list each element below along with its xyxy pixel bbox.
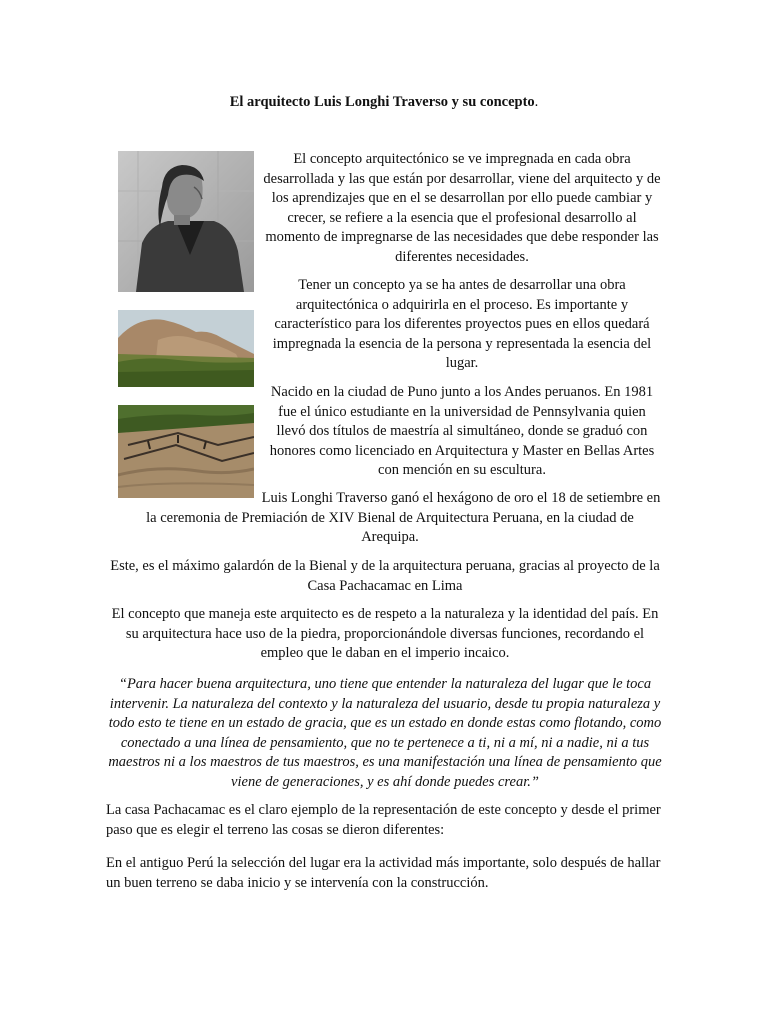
title-period: . [534, 94, 539, 110]
title-text: El arquitecto Luis Longhi Traverso y su concepto [229, 94, 535, 110]
document-title [0, 92, 768, 112]
paragraph-tener-concepto: Tener un concepto ya se ha antes de desarrollar una obra arquitectónica o adquirirla en el proceso. Es importante y característico para los diferentes proyectos pues en ellos quedará impregnada la esencia de la persona y representada la esencia del lugar. [272, 277, 652, 371]
paragraph-award: Luis Longhi Traverso ganó el hexágono de oro el 18 de setiembre en la ceremonia de Premiación de XIV Bienal de Arquitectura Peruana, en la ciudad de Arequipa. [146, 490, 661, 545]
quote-paragraph: “Para hacer buena arquitectura, uno tiene que entender la naturaleza del lugar que le toca intervenir. La naturaleza del contexto y la naturaleza del usuario, desde tu propia naturaleza y todo esto te tiene en un estado de gracia, que es un estado en donde estas como flotando, como conectado a una línea de pensamiento, que no te pertenece a ti, ni a mí, ni a nadie, ni a tus maestros ni a los maestros de tus maestros, es una manifestación una línea de pensamiento que viene de generaciones, y es ahí donde puedes crear.” [108, 676, 662, 790]
paragraph-concept: El concepto arquitectónico se ve impregnada en cada obra desarrollada y las que están por desarrollar, viene del arquitecto y de los aprendizajes que en el se desarrollan por ello puede cambiar y crecer, se refiere a la esencia que el profesional desarrollo al momento de impregnarse de las necesidades que debe responder las diferentes necesidades. [263, 151, 661, 265]
paragraph-respeto-naturaleza: El concepto que maneja este arquitecto es de respeto a la naturaleza y la identidad del país. En su arquitectura hace uso de la piedra, proporcionándole diversas funciones, recordando el empleo que le daban en el imperio incaico. [111, 606, 659, 661]
paragraph-galardon: Este, es el máximo galardón de la Bienal y de la arquitectura peruana, gracias al proyecto de la Casa Pachacamac en Lima [110, 558, 660, 594]
architect-portrait-image [118, 151, 254, 292]
hillside-landscape-image [118, 310, 254, 387]
paragraph-casa-pachacamac: La casa Pachacamac es el claro ejemplo de la representación de este concepto y desde el primer paso que es elegir el terreno las cosas se dieron diferentes: [106, 802, 661, 838]
paragraph-biography: Nacido en la ciudad de Puno junto a los Andes peruanos. En 1981 fue el único estudiante en la universidad de Pennsylvania quien llevó dos títulos de maestría al simultáneo, donde se graduó con honores como licenciado en Arquitectura y Master en Bellas Artes con mención en su escultura. [269, 384, 655, 478]
casa-pachacamac-image [118, 405, 254, 498]
paragraph-antiguo-peru: En el antiguo Perú la selección del lugar era la actividad más importante, solo después de hallar un buen terreno se daba inicio y se intervenía con la construcción. [106, 855, 661, 891]
